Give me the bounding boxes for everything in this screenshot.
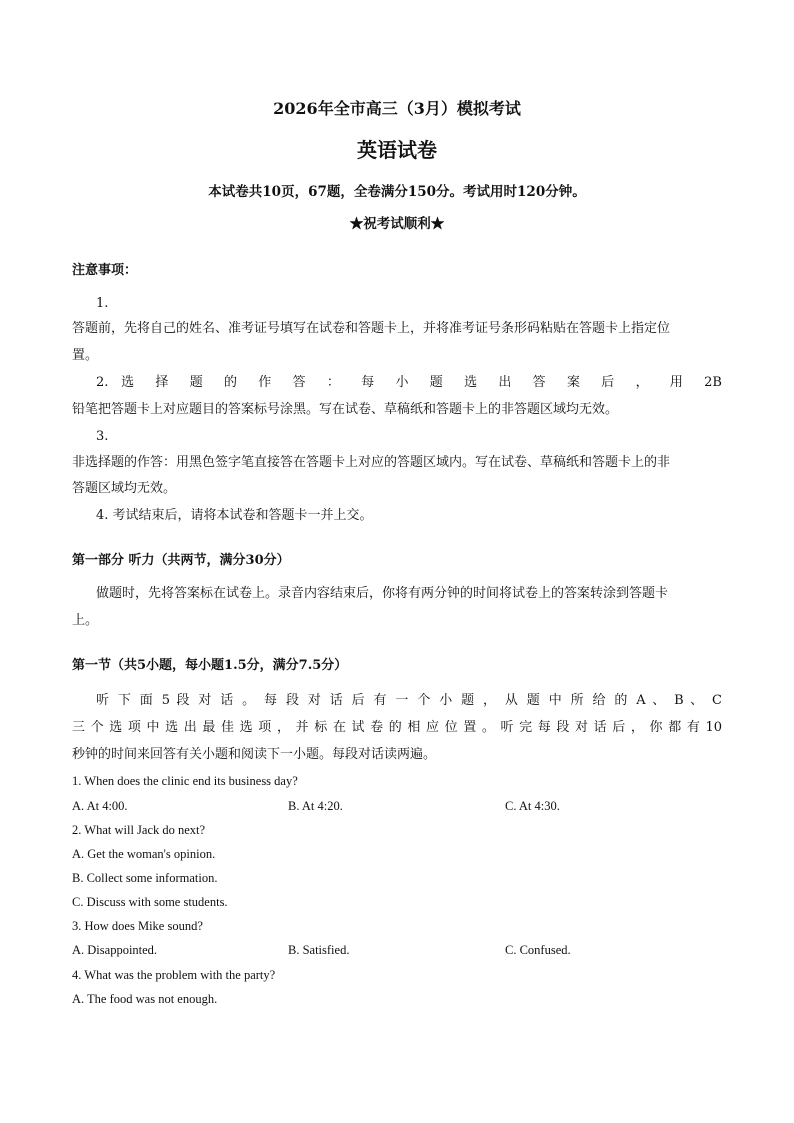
notice-3-number: 3. <box>96 429 109 444</box>
question-1-option-c: C. At 4:30. <box>505 799 560 813</box>
question-3-option-a: A. Disappointed. <box>72 943 158 957</box>
question-4-option-a: A. The food was not enough. <box>72 992 218 1006</box>
part1-heading: 第一部分 听力（共两节，满分30分） <box>72 553 290 568</box>
notice-3-text-cont: 答题区域均无效。 <box>72 481 177 496</box>
part1-intro: 做题时，先将答案标在试卷上。录音内容结束后，你将有两分钟的时间将试卷上的答案转涂到答题卡 <box>96 586 669 601</box>
question-3-option-c: C. Confused. <box>505 943 571 957</box>
exam-info: 本试卷共10页，67题，全卷满分150分。考试用时120分钟。 <box>208 184 586 200</box>
question-3-stem: 3. How does Mike sound? <box>72 919 203 933</box>
question-2-option-b: B. Collect some information. <box>72 871 218 885</box>
part1-intro-cont: 上。 <box>72 613 99 628</box>
question-1-option-a: A. At 4:00. <box>72 799 128 813</box>
question-3-option-b: B. Satisfied. <box>288 943 350 957</box>
notices-heading: 注意事项： <box>72 263 138 278</box>
exam-title: 2026年全市高三（3月）模拟考试 <box>273 99 521 118</box>
exam-wish: ★祝考试顺利★ <box>349 216 445 232</box>
notice-1-text-cont: 置。 <box>72 348 99 363</box>
section1-heading: 第一节（共5小题，每小题1.5分，满分7.5分） <box>72 658 348 673</box>
question-1-option-b: B. At 4:20. <box>288 799 343 813</box>
notice-4-text: 4. 考试结束后，请将本试卷和答题卡一并上交。 <box>96 508 373 523</box>
section1-intro-end: 秒钟的时间来回答有关小题和阅读下一小题。每段对话读两遍。 <box>72 747 437 762</box>
section1-intro-cont: 三 个 选 项 中 选 出 最 佳 选 项 ， 并 标 在 试 卷 的 相 应 位 置 。 听 完 每 段 对 话 后 ， 你 都 有 10 <box>72 720 722 735</box>
notice-2-text-cont: 铅笔把答题卡上对应题目的答案标号涂黑。写在试卷、草稿纸和答题卡上的非答题区域均无效。 <box>72 402 619 417</box>
question-2-stem: 2. What will Jack do next? <box>72 823 206 837</box>
subject-title: 英语试卷 <box>357 138 437 162</box>
notice-1-text: 答题前，先将自己的姓名、准考证号填写在试卷和答题卡上，并将准考证号条形码粘贴在答题卡上指定位 <box>72 321 671 336</box>
section1-intro: 听 下 面 5 段 对 话 。 每 段 对 话 后 有 一 个 小 题 ， 从 题 中 所 给 的 A 、 B 、 C <box>96 693 722 708</box>
notice-1-number: 1. <box>96 296 109 311</box>
question-2-option-a: A. Get the woman's opinion. <box>72 847 216 861</box>
notice-3-text: 非选择题的作答：用黑色签字笔直接答在答题卡上对应的答题区域内。写在试卷、草稿纸和答题卡上的非 <box>72 455 671 470</box>
question-2-option-c: C. Discuss with some students. <box>72 895 228 909</box>
notice-2-text: 2. 选 择 题 的 作 答 ： 每 小 题 选 出 答 案 后 ， 用 2B <box>96 375 722 390</box>
question-4-stem: 4. What was the problem with the party? <box>72 968 276 982</box>
question-1-stem: 1. When does the clinic end its business day? <box>72 774 298 788</box>
